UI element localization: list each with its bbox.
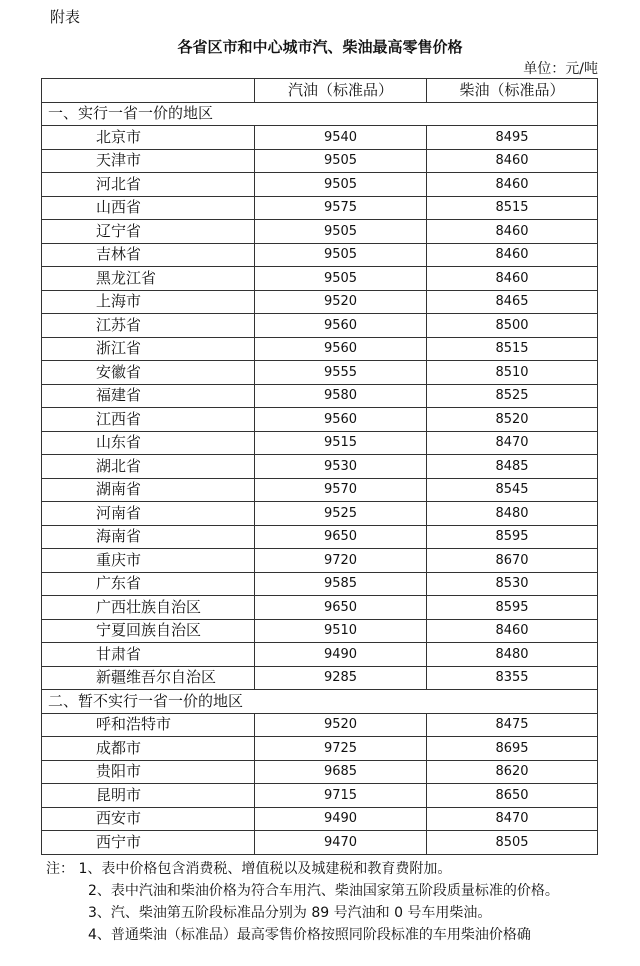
table-row bbox=[42, 290, 598, 314]
gasoline-price: 9725 bbox=[255, 737, 427, 761]
gasoline-price: 9580 bbox=[255, 384, 427, 408]
diesel-price: 8470 bbox=[427, 807, 598, 831]
section-row bbox=[42, 102, 598, 126]
gasoline-price: 9515 bbox=[255, 431, 427, 455]
gasoline-price: 9585 bbox=[255, 572, 427, 596]
table-row bbox=[42, 314, 598, 338]
diesel-price: 8460 bbox=[427, 173, 598, 197]
table-row bbox=[42, 431, 598, 455]
diesel-price: 8480 bbox=[427, 643, 598, 667]
unit-label: 单位：元/吨 bbox=[523, 61, 598, 77]
notes bbox=[46, 858, 602, 946]
section-title: 二、暂不实行一省一价的地区 bbox=[42, 690, 598, 714]
gasoline-price: 9505 bbox=[255, 267, 427, 291]
region-name: 广东省 bbox=[42, 572, 255, 596]
table-row bbox=[42, 525, 598, 549]
diesel-price: 8545 bbox=[427, 478, 598, 502]
diesel-price: 8515 bbox=[427, 337, 598, 361]
region-name: 山西省 bbox=[42, 196, 255, 220]
note-1: 注： 1、表中价格包含消费税、增值税以及城建税和教育费附加。 bbox=[46, 861, 452, 877]
table-row bbox=[42, 713, 598, 737]
table-row bbox=[42, 760, 598, 784]
region-name: 河北省 bbox=[42, 173, 255, 197]
gasoline-price: 9650 bbox=[255, 525, 427, 549]
region-name: 辽宁省 bbox=[42, 220, 255, 244]
gasoline-price: 9570 bbox=[255, 478, 427, 502]
note-3: 3、汽、柴油第五阶段标准品分别为 89 号汽油和 0 号车用柴油。 bbox=[88, 905, 492, 921]
diesel-price: 8460 bbox=[427, 619, 598, 643]
diesel-price: 8460 bbox=[427, 149, 598, 173]
table-row bbox=[42, 831, 598, 855]
region-name: 黑龙江省 bbox=[42, 267, 255, 291]
diesel-price: 8460 bbox=[427, 243, 598, 267]
region-name: 甘肃省 bbox=[42, 643, 255, 667]
diesel-price: 8510 bbox=[427, 361, 598, 385]
region-name: 昆明市 bbox=[42, 784, 255, 808]
table-row bbox=[42, 243, 598, 267]
table-row bbox=[42, 220, 598, 244]
diesel-price: 8480 bbox=[427, 502, 598, 526]
gasoline-price: 9540 bbox=[255, 126, 427, 150]
region-name: 湖北省 bbox=[42, 455, 255, 479]
region-name: 湖南省 bbox=[42, 478, 255, 502]
appendix-label: 附表 bbox=[50, 8, 81, 26]
region-name: 西安市 bbox=[42, 807, 255, 831]
table-row bbox=[42, 807, 598, 831]
table-row bbox=[42, 149, 598, 173]
gasoline-price: 9490 bbox=[255, 643, 427, 667]
region-name: 河南省 bbox=[42, 502, 255, 526]
region-name: 宁夏回族自治区 bbox=[42, 619, 255, 643]
diesel-price: 8530 bbox=[427, 572, 598, 596]
gasoline-price: 9650 bbox=[255, 596, 427, 620]
diesel-price: 8500 bbox=[427, 314, 598, 338]
section-row bbox=[42, 690, 598, 714]
column-header-region bbox=[42, 79, 255, 103]
diesel-price: 8475 bbox=[427, 713, 598, 737]
note-4: 4、普通柴油（标准品）最高零售价格按照同阶段标准的车用柴油价格确 bbox=[88, 927, 531, 943]
gasoline-price: 9715 bbox=[255, 784, 427, 808]
document-title: 各省区市和中心城市汽、柴油最高零售价格 bbox=[177, 38, 463, 56]
diesel-price: 8650 bbox=[427, 784, 598, 808]
section-title: 一、实行一省一价的地区 bbox=[42, 102, 598, 126]
region-name: 成都市 bbox=[42, 737, 255, 761]
table-header-row bbox=[42, 79, 598, 103]
region-name: 重庆市 bbox=[42, 549, 255, 573]
gasoline-price: 9525 bbox=[255, 502, 427, 526]
gasoline-price: 9530 bbox=[255, 455, 427, 479]
gasoline-price: 9505 bbox=[255, 220, 427, 244]
region-name: 新疆维吾尔自治区 bbox=[42, 666, 255, 690]
diesel-price: 8495 bbox=[427, 126, 598, 150]
table-row bbox=[42, 196, 598, 220]
table-row bbox=[42, 643, 598, 667]
table-row bbox=[42, 478, 598, 502]
region-name: 江苏省 bbox=[42, 314, 255, 338]
diesel-price: 8485 bbox=[427, 455, 598, 479]
region-name: 呼和浩特市 bbox=[42, 713, 255, 737]
region-name: 吉林省 bbox=[42, 243, 255, 267]
diesel-price: 8505 bbox=[427, 831, 598, 855]
gasoline-price: 9520 bbox=[255, 713, 427, 737]
region-name: 海南省 bbox=[42, 525, 255, 549]
region-name: 贵阳市 bbox=[42, 760, 255, 784]
column-header-gasoline: 汽油（标准品） bbox=[255, 79, 427, 103]
gasoline-price: 9720 bbox=[255, 549, 427, 573]
gasoline-price: 9560 bbox=[255, 337, 427, 361]
diesel-price: 8595 bbox=[427, 596, 598, 620]
table-row bbox=[42, 126, 598, 150]
table-row bbox=[42, 408, 598, 432]
diesel-price: 8595 bbox=[427, 525, 598, 549]
gasoline-price: 9560 bbox=[255, 314, 427, 338]
table-row bbox=[42, 619, 598, 643]
diesel-price: 8515 bbox=[427, 196, 598, 220]
region-name: 浙江省 bbox=[42, 337, 255, 361]
table-row bbox=[42, 784, 598, 808]
region-name: 北京市 bbox=[42, 126, 255, 150]
region-name: 山东省 bbox=[42, 431, 255, 455]
table-row bbox=[42, 572, 598, 596]
gasoline-price: 9505 bbox=[255, 149, 427, 173]
diesel-price: 8520 bbox=[427, 408, 598, 432]
gasoline-price: 9505 bbox=[255, 173, 427, 197]
diesel-price: 8465 bbox=[427, 290, 598, 314]
column-header-diesel: 柴油（标准品） bbox=[427, 79, 598, 103]
gasoline-price: 9505 bbox=[255, 243, 427, 267]
table-row bbox=[42, 455, 598, 479]
diesel-price: 8460 bbox=[427, 267, 598, 291]
region-name: 广西壮族自治区 bbox=[42, 596, 255, 620]
table-row bbox=[42, 267, 598, 291]
table-row bbox=[42, 596, 598, 620]
gasoline-price: 9490 bbox=[255, 807, 427, 831]
region-name: 安徽省 bbox=[42, 361, 255, 385]
diesel-price: 8670 bbox=[427, 549, 598, 573]
diesel-price: 8525 bbox=[427, 384, 598, 408]
diesel-price: 8695 bbox=[427, 737, 598, 761]
price-table bbox=[41, 78, 598, 855]
region-name: 上海市 bbox=[42, 290, 255, 314]
table-row bbox=[42, 737, 598, 761]
table-row bbox=[42, 337, 598, 361]
region-name: 西宁市 bbox=[42, 831, 255, 855]
gasoline-price: 9555 bbox=[255, 361, 427, 385]
diesel-price: 8355 bbox=[427, 666, 598, 690]
table-row bbox=[42, 549, 598, 573]
gasoline-price: 9510 bbox=[255, 619, 427, 643]
gasoline-price: 9575 bbox=[255, 196, 427, 220]
gasoline-price: 9470 bbox=[255, 831, 427, 855]
gasoline-price: 9285 bbox=[255, 666, 427, 690]
region-name: 天津市 bbox=[42, 149, 255, 173]
diesel-price: 8620 bbox=[427, 760, 598, 784]
table-row bbox=[42, 173, 598, 197]
note-2: 2、表中汽油和柴油价格为符合车用汽、柴油国家第五阶段质量标准的价格。 bbox=[88, 883, 559, 899]
gasoline-price: 9560 bbox=[255, 408, 427, 432]
gasoline-price: 9685 bbox=[255, 760, 427, 784]
diesel-price: 8470 bbox=[427, 431, 598, 455]
gasoline-price: 9520 bbox=[255, 290, 427, 314]
region-name: 江西省 bbox=[42, 408, 255, 432]
diesel-price: 8460 bbox=[427, 220, 598, 244]
table-row bbox=[42, 361, 598, 385]
table-row bbox=[42, 384, 598, 408]
region-name: 福建省 bbox=[42, 384, 255, 408]
table-row bbox=[42, 666, 598, 690]
table-row bbox=[42, 502, 598, 526]
